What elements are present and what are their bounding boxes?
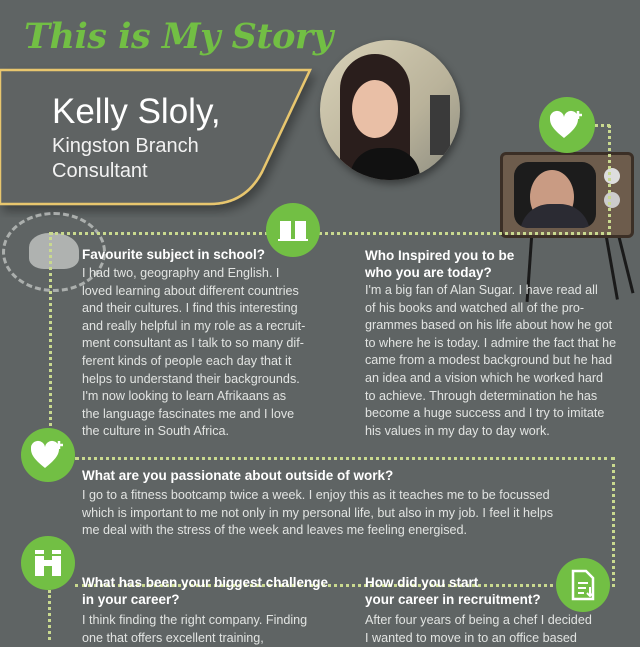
body-line: which is important to me not only in my personal life, but also in my job. I feel it helps <box>82 505 554 520</box>
page-title: This is My Story <box>24 16 333 57</box>
body-line: an idea and a vision which he worked hard <box>365 370 604 385</box>
body-line: loved learning about different countries <box>82 283 299 298</box>
body-line: the culture in South Africa. <box>82 424 230 439</box>
profile-photo <box>320 40 460 180</box>
section-inspiration <box>365 247 640 440</box>
body-line: me deal with the stress of the week and leaves me feeling energised. <box>82 523 468 538</box>
body-line: grammes based on his life about how he got <box>365 318 613 333</box>
body-line: After four years of being a chef I decided <box>365 613 592 627</box>
section-body <box>82 487 622 540</box>
body-line: become a huge success and I try to imitate <box>365 406 605 421</box>
body-line: to achieve. Through determination he has <box>365 388 598 403</box>
section-passion <box>82 467 622 540</box>
body-line: the language fascinates me and I love <box>82 406 295 421</box>
body-line: helps to understand their backgrounds. <box>82 371 300 386</box>
connector-line <box>50 232 610 235</box>
heading-line: in your career? <box>82 592 180 607</box>
section-body <box>365 612 640 647</box>
section-favourite-subject <box>82 246 322 441</box>
section-heading <box>82 574 342 608</box>
heading-line: How did you start <box>365 575 479 590</box>
heading-line: What has been your biggest challenge <box>82 575 329 590</box>
body-line: came from a modest background but he had <box>365 353 613 368</box>
connector-line <box>75 457 615 460</box>
section-heading: What are you passionate about outside of work? <box>82 468 394 483</box>
section-body <box>365 282 640 440</box>
connector-line <box>608 125 611 235</box>
body-line: of his books and watched all of the pro- <box>365 300 585 315</box>
body-line: and their cultures. I find this interesting <box>82 301 298 316</box>
body-line: I'm now looking to learn Afrikaans as <box>82 389 287 404</box>
body-line: ment consultant as I talk to so many dif- <box>82 336 304 351</box>
body-line: his values in my day to day work. <box>365 423 550 438</box>
role-line: Consultant <box>52 160 148 182</box>
section-challenge <box>82 574 342 647</box>
body-line: and really helpful in my role as a recruit- <box>82 318 306 333</box>
role-line: Kingston Branch <box>52 135 199 157</box>
section-body <box>82 612 342 647</box>
profile-name: Kelly Sloly, <box>52 92 221 131</box>
body-line: I think finding the right company. Finding <box>82 613 308 627</box>
section-career-start <box>365 574 640 647</box>
section-heading <box>365 574 640 608</box>
body-line: I'm a big fan of Alan Sugar. I have read all <box>365 283 598 297</box>
body-line: I go to a fitness bootcamp twice a week. I enjoy this as it teaches me to be focussed <box>82 488 550 502</box>
body-line: ferent kinds of people each day that it <box>82 353 292 368</box>
section-heading <box>365 247 640 281</box>
heading-line: who you are today? <box>365 265 492 280</box>
connector-line <box>48 590 51 640</box>
binoculars-icon <box>21 536 75 590</box>
heading-line: Who Inspired you to be <box>365 248 515 263</box>
section-heading: Favourite subject in school? <box>82 247 266 262</box>
section-body <box>82 265 322 441</box>
body-line: to where he is today. I admire the fact that he <box>365 335 617 350</box>
connector-line <box>49 232 52 432</box>
body-line: I had two, geography and English. I <box>82 266 280 280</box>
profile-role <box>52 134 252 184</box>
heading-line: your career in recruitment? <box>365 592 541 607</box>
body-line: one that offers excellent training, <box>82 630 264 645</box>
heart-plus-icon <box>21 428 75 482</box>
heart-plus-icon <box>539 97 595 153</box>
body-line: I wanted to move in to an office based <box>365 630 577 645</box>
